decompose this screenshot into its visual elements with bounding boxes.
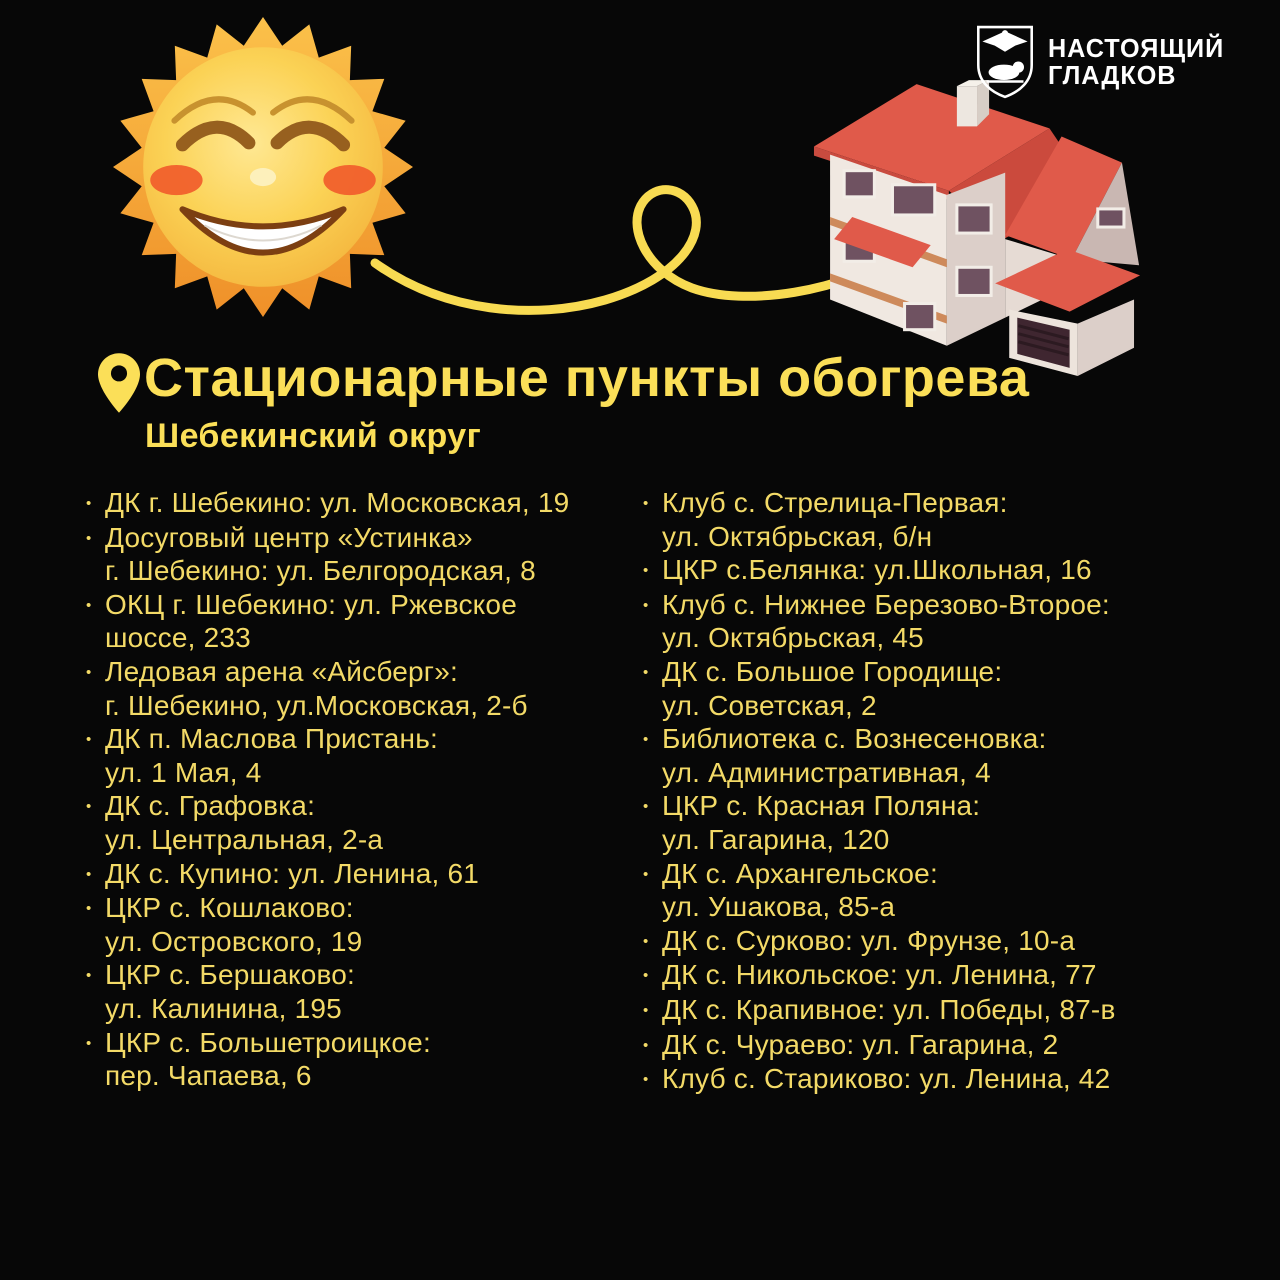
bullet-dot: • [643, 731, 649, 749]
heating-points-list-right [643, 486, 1203, 1097]
bullet-dot: • [643, 495, 649, 512]
address-line: ДК с. Архангельское: [662, 857, 938, 889]
address-line: ДК п. Маслова Пристань: [105, 723, 438, 755]
address-line: Досуговый центр «Устинка» [105, 521, 473, 553]
address-line: г. Шебекино: ул. Белгородская, 8 [105, 555, 536, 587]
address-line: ул. Ушакова, 85-а [662, 891, 896, 923]
list-item [86, 958, 646, 1025]
address-line: ул. 1 Мая, 4 [105, 756, 262, 788]
list-item [643, 655, 1203, 722]
list-item [643, 924, 1203, 959]
brand-logo [973, 24, 1230, 100]
address-line: ул. Островского, 19 [105, 925, 363, 957]
brand-name [1048, 35, 1224, 89]
address-line: ул. Калинина, 195 [105, 992, 342, 1024]
brand-name-line2: ГЛАДКОВ [1048, 60, 1177, 90]
bullet-dot: • [643, 798, 649, 816]
list-item [86, 486, 646, 521]
page-subtitle: Шебекинский округ [145, 417, 482, 455]
bullet-dot: • [643, 562, 649, 580]
brand-name-line1: НАСТОЯЩИЙ [1048, 33, 1225, 64]
address-line: ул. Центральная, 2-а [105, 823, 384, 855]
list-item [643, 1028, 1203, 1063]
list-item [86, 655, 646, 722]
list-item [643, 722, 1203, 789]
list-item [643, 993, 1203, 1028]
address-line: ДК с. Сурково: ул. Фрунзе, 10-а [662, 924, 1076, 956]
address-line: Ледовая арена «Айсберг»: [105, 655, 458, 687]
bullet-dot: • [643, 967, 649, 985]
address-line: Клуб с. Нижнее Березово-Второе: [662, 588, 1110, 620]
address-line: г. Шебекино, ул.Московская, 2-б [105, 689, 528, 721]
bullet-dot: • [86, 798, 92, 816]
list-item [643, 588, 1203, 655]
bullet-dot: • [643, 596, 649, 614]
bullet-dot: • [86, 900, 92, 918]
address-line: ДК с. Никольское: ул. Ленина, 77 [662, 959, 1097, 991]
bullet-dot: • [643, 865, 649, 883]
bullet-dot: • [643, 932, 649, 950]
list-item [86, 857, 646, 892]
address-line: ДК с. Купино: ул. Ленина, 61 [105, 857, 479, 889]
title-row [98, 350, 1029, 413]
list-item [643, 553, 1203, 588]
address-line: ДК с. Большое Городище: [662, 655, 1003, 687]
address-line: ДК с. Графовка: [105, 790, 316, 822]
address-line: ул. Октябрьская, 45 [662, 622, 924, 654]
bullet-dot: • [643, 1071, 649, 1089]
location-pin-icon [98, 353, 140, 413]
address-line: ОКЦ г. Шебекино: ул. Ржевское [105, 588, 517, 620]
list-item [86, 1026, 646, 1093]
bullet-dot: • [643, 663, 649, 681]
list-item [86, 891, 646, 958]
bullet-dot: • [86, 731, 92, 749]
address-line: ДК г. Шебекино: ул. Московская, 19 [105, 487, 570, 518]
bullet-dot: • [86, 1034, 92, 1052]
address-line: ул. Советская, 2 [662, 689, 877, 721]
address-line: ул. Октябрьская, б/н [662, 520, 933, 552]
address-line: ЦКР с. Большетроицкое: [105, 1026, 431, 1058]
address-line: ул. Гагарина, 120 [662, 823, 890, 855]
house-illustration [806, 66, 1142, 378]
coat-of-arms-icon [973, 24, 1037, 100]
smiling-sun-icon [112, 16, 414, 318]
address-line: ЦКР с. Красная Поляна: [662, 790, 981, 822]
bullet-dot: • [86, 529, 92, 547]
list-item [643, 958, 1203, 993]
bullet-dot: • [643, 1001, 649, 1019]
address-line: ДК с. Крапивное: ул. Победы, 87-в [662, 993, 1116, 1025]
list-item [643, 857, 1203, 924]
list-item [86, 789, 646, 856]
list-item [86, 521, 646, 588]
address-line: пер. Чапаева, 6 [105, 1060, 312, 1092]
bullet-dot: • [86, 663, 92, 681]
address-line: ул. Административная, 4 [662, 756, 991, 788]
address-line: ЦКР с. Кошлаково: [105, 892, 354, 924]
list-item [643, 789, 1203, 856]
list-item [86, 588, 646, 655]
bullet-dot: • [86, 495, 92, 512]
bullet-dot: • [86, 596, 92, 614]
list-item [643, 1062, 1203, 1097]
list-item [86, 722, 646, 789]
address-line: Библиотека с. Вознесеновка: [662, 723, 1047, 755]
bullet-dot: • [643, 1036, 649, 1054]
address-line: ДК с. Чураево: ул. Гагарина, 2 [662, 1028, 1059, 1060]
list-item [643, 486, 1203, 553]
address-line: Клуб с. Стариково: ул. Ленина, 42 [662, 1063, 1111, 1095]
heating-points-list-left [86, 486, 646, 1093]
address-line: Клуб с. Стрелица-Первая: [662, 487, 1008, 518]
bullet-dot: • [86, 865, 92, 883]
bullet-dot: • [86, 967, 92, 985]
address-line: шоссе, 233 [105, 622, 251, 654]
page-title: Стационарные пункты обогрева [144, 348, 1030, 408]
address-line: ЦКР с.Белянка: ул.Школьная, 16 [662, 554, 1092, 586]
address-line: ЦКР с. Бершаково: [105, 959, 356, 991]
